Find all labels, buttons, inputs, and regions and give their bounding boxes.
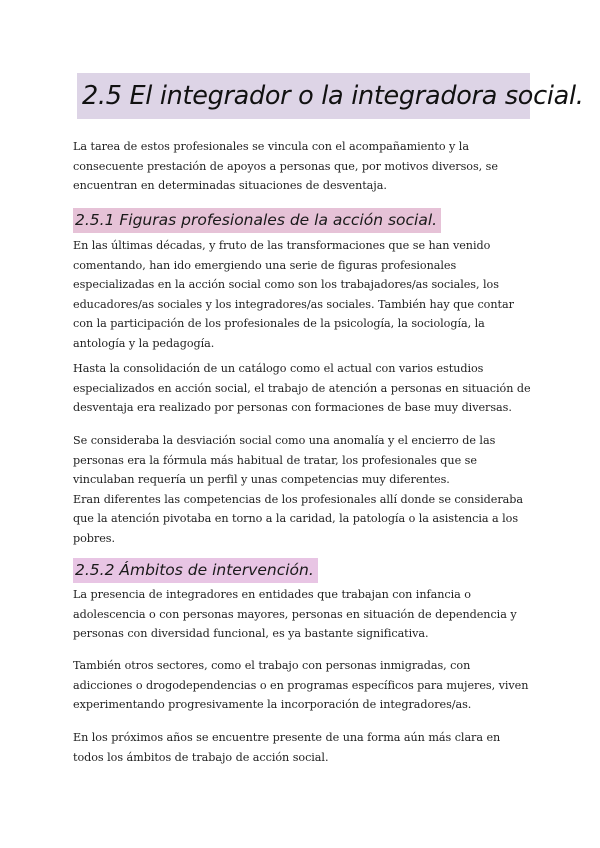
paragraph-ambitos-1	[73, 585, 543, 644]
text-line: especializadas en la acción social como son los trabajadores/as sociales, los	[73, 278, 499, 291]
text-line: educadores/as sociales y los integradores/as sociales. También hay que contar	[73, 297, 514, 311]
text-line: adolescencia o con personas mayores, personas en situación de dependencia y	[73, 607, 517, 621]
text-line: antología y la pedagogía.	[73, 336, 215, 350]
paragraph-figuras-2	[73, 359, 543, 418]
text-line: Hasta la consolidación de un catálogo como el actual con varios estudios	[73, 362, 484, 375]
text-line: La presencia de integradores en entidades que trabajan con infancia o	[73, 588, 471, 601]
text-line: pobres.	[73, 531, 115, 545]
text-line: especializados en acción social, el trabajo de atención a personas en situación de	[73, 381, 531, 395]
text-line: personas era la fórmula más habitual de tratar, los profesionales que se	[73, 453, 477, 467]
text-line: que la atención pivotaba en torno a la caridad, la patología o la asistencia a los	[73, 512, 519, 525]
text-line: Se consideraba la desviación social como una anomalía y el encierro de las	[73, 434, 496, 447]
text-line: adicciones o drogodependencias o en programas específicos para mujeres, viven	[73, 678, 529, 692]
text-line: También otros sectores, como el trabajo con personas inmigradas, con	[73, 659, 471, 672]
paragraph-ambitos-2	[73, 656, 543, 715]
text-line: encuentran en determinadas situaciones de desventaja.	[73, 179, 387, 192]
paragraph-figuras-1	[73, 236, 543, 353]
paragraph-ambitos-3	[73, 728, 543, 767]
section-heading-ambitos: 2.5.2 Ámbitos de intervención.	[73, 558, 318, 583]
intro-paragraph	[73, 137, 543, 196]
text-line: consecuente prestación de apoyos a personas que, por motivos diversos, se	[73, 159, 498, 173]
text-line: con la participación de los profesionales de la psicología, la sociología, la	[73, 317, 485, 330]
text-line: La tarea de estos profesionales se vincula con el acompañamiento y la	[73, 140, 469, 153]
page-title: 2.5 El integrador o la integradora social.	[82, 81, 584, 111]
paragraph-figuras-3	[73, 431, 543, 548]
text-line: En las últimas décadas, y fruto de las transformaciones que se han venido	[73, 239, 491, 252]
text-line: Eran diferentes las competencias de los profesionales allí donde se consideraba	[73, 492, 524, 506]
text-line: personas con diversidad funcional, es ya bastante significativa.	[73, 627, 429, 640]
text-line: desventaja era realizado por personas con formaciones de base muy diversas.	[73, 401, 512, 414]
text-line: vinculaban requería un perfil y unas competencias muy diferentes.	[73, 473, 450, 486]
section-heading-figuras: 2.5.1 Figuras profesionales de la acción social.	[73, 208, 441, 233]
text-line: En los próximos años se encuentre presente de una forma aún más clara en	[73, 731, 501, 744]
text-line: todos los ámbitos de trabajo de acción social.	[73, 750, 329, 764]
text-line: experimentando progresivamente la incorporación de integradores/as.	[73, 698, 472, 711]
text-line: comentando, han ido emergiendo una serie de figuras profesionales	[73, 258, 457, 272]
